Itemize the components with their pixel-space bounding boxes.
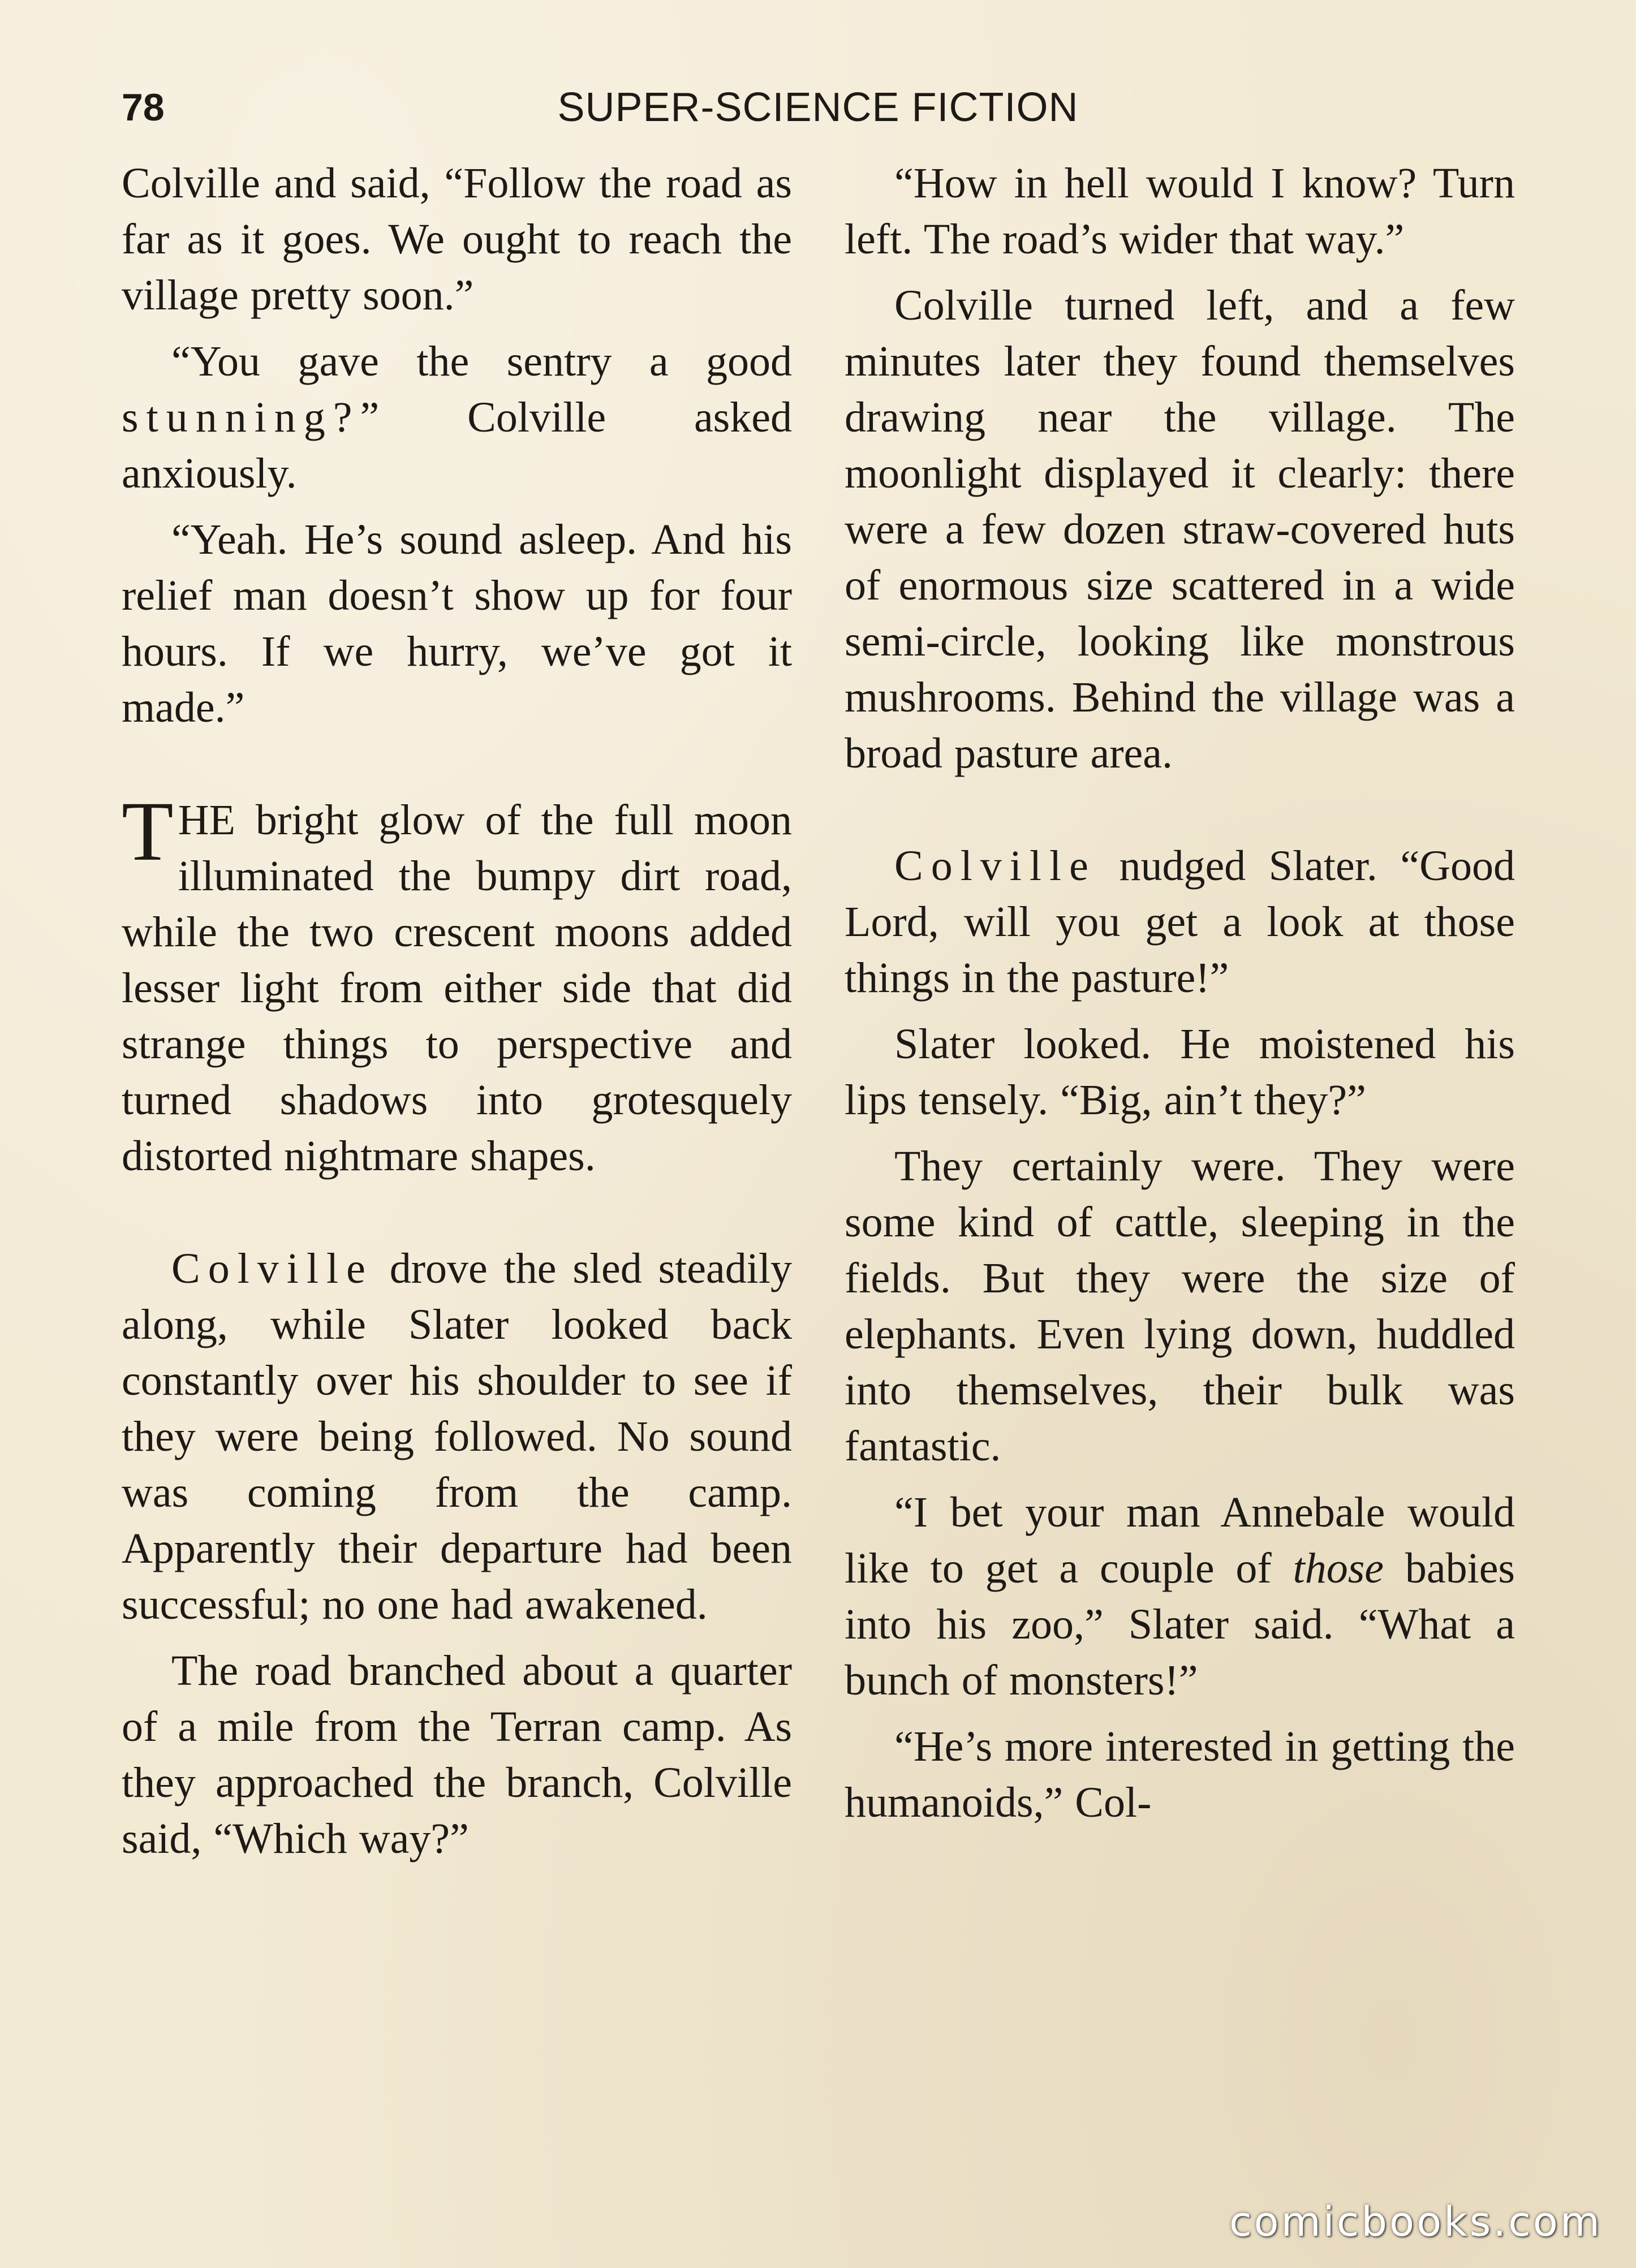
text-run: babies into his zoo,” Slater said. “What a bunch of monsters!” bbox=[845, 1545, 1516, 1704]
paragraph: Colville and said, “Follow the road as far as it goes. We ought to reach the village pretty soon.” bbox=[122, 159, 792, 319]
paragraph bbox=[122, 784, 792, 1184]
paragraph bbox=[122, 334, 792, 502]
site-watermark: comicbooks.com bbox=[1229, 2198, 1602, 2245]
italic-text: those bbox=[1293, 1545, 1384, 1592]
text-run: nudged Slater. “Good Lord, will you get a look at those things in the pasture!” bbox=[845, 842, 1515, 1002]
spaced-text: stunning? bbox=[122, 394, 360, 441]
paragraph: “How in hell would I know? Turn left. The road’s wider that way.” bbox=[845, 159, 1515, 263]
paragraph: The road branched about a quarter of a mile from the Terran camp. As they approached the branch, Colville said, “Which way?” bbox=[122, 1647, 792, 1862]
spaced-text: Colville bbox=[171, 1245, 373, 1292]
text-run: ” Colville asked anxiously. bbox=[122, 394, 792, 497]
text-run: “You gave the sentry a good bbox=[171, 338, 792, 385]
text-run: drove the sled steadily along, while Slater looked back constantly over his shoulder to see if they were being followed. No sound was coming from the camp. Apparently their departure had been successful; no one had awakened. bbox=[122, 1245, 792, 1628]
paragraph bbox=[122, 1241, 792, 1633]
paragraph: “Yeah. He’s sound asleep. And his relief man doesn’t show up for four hours. If we hurry, we’ve got it made.” bbox=[122, 516, 792, 731]
paragraph: Slater looked. He moistened his lips tensely. “Big, ain’t they?” bbox=[845, 1020, 1515, 1124]
paragraph: Colville turned left, and a few minutes later they found themselves drawing near the village. The moonlight displayed it clearly: there were a few dozen straw-covered huts of enormous size scattered in a wide semi-circle, looking like monstrous mushrooms. Behind the village was a broad pasture area. bbox=[845, 282, 1515, 777]
text-run: HE bright glow of the full moon illuminated the bumpy dirt road, while the two crescent moons added lesser light from either side that did strange things to perspective and turned shadows into grotesquely distorted nightmare shapes. bbox=[122, 796, 792, 1180]
paragraph bbox=[845, 1485, 1515, 1709]
page-number: 78 bbox=[122, 86, 165, 129]
paragraph: They certainly were. They were some kind of cattle, sleeping in the fields. But they were the size of elephants. Even lying down, huddled into themselves, their bulk was fantastic. bbox=[845, 1142, 1515, 1470]
paragraph: “He’s more interested in getting the humanoids,” Col- bbox=[845, 1723, 1515, 1826]
spaced-text: Colville bbox=[894, 842, 1096, 890]
drop-cap: T bbox=[122, 784, 174, 878]
right-column bbox=[845, 156, 1515, 1831]
left-column bbox=[122, 156, 792, 1867]
paragraph bbox=[845, 838, 1515, 1006]
running-title: SUPER-SCIENCE FICTION bbox=[557, 85, 1079, 130]
page-header bbox=[122, 79, 1514, 136]
text-run: “I bet your man Annebale would like to get a couple of bbox=[845, 1489, 1515, 1592]
